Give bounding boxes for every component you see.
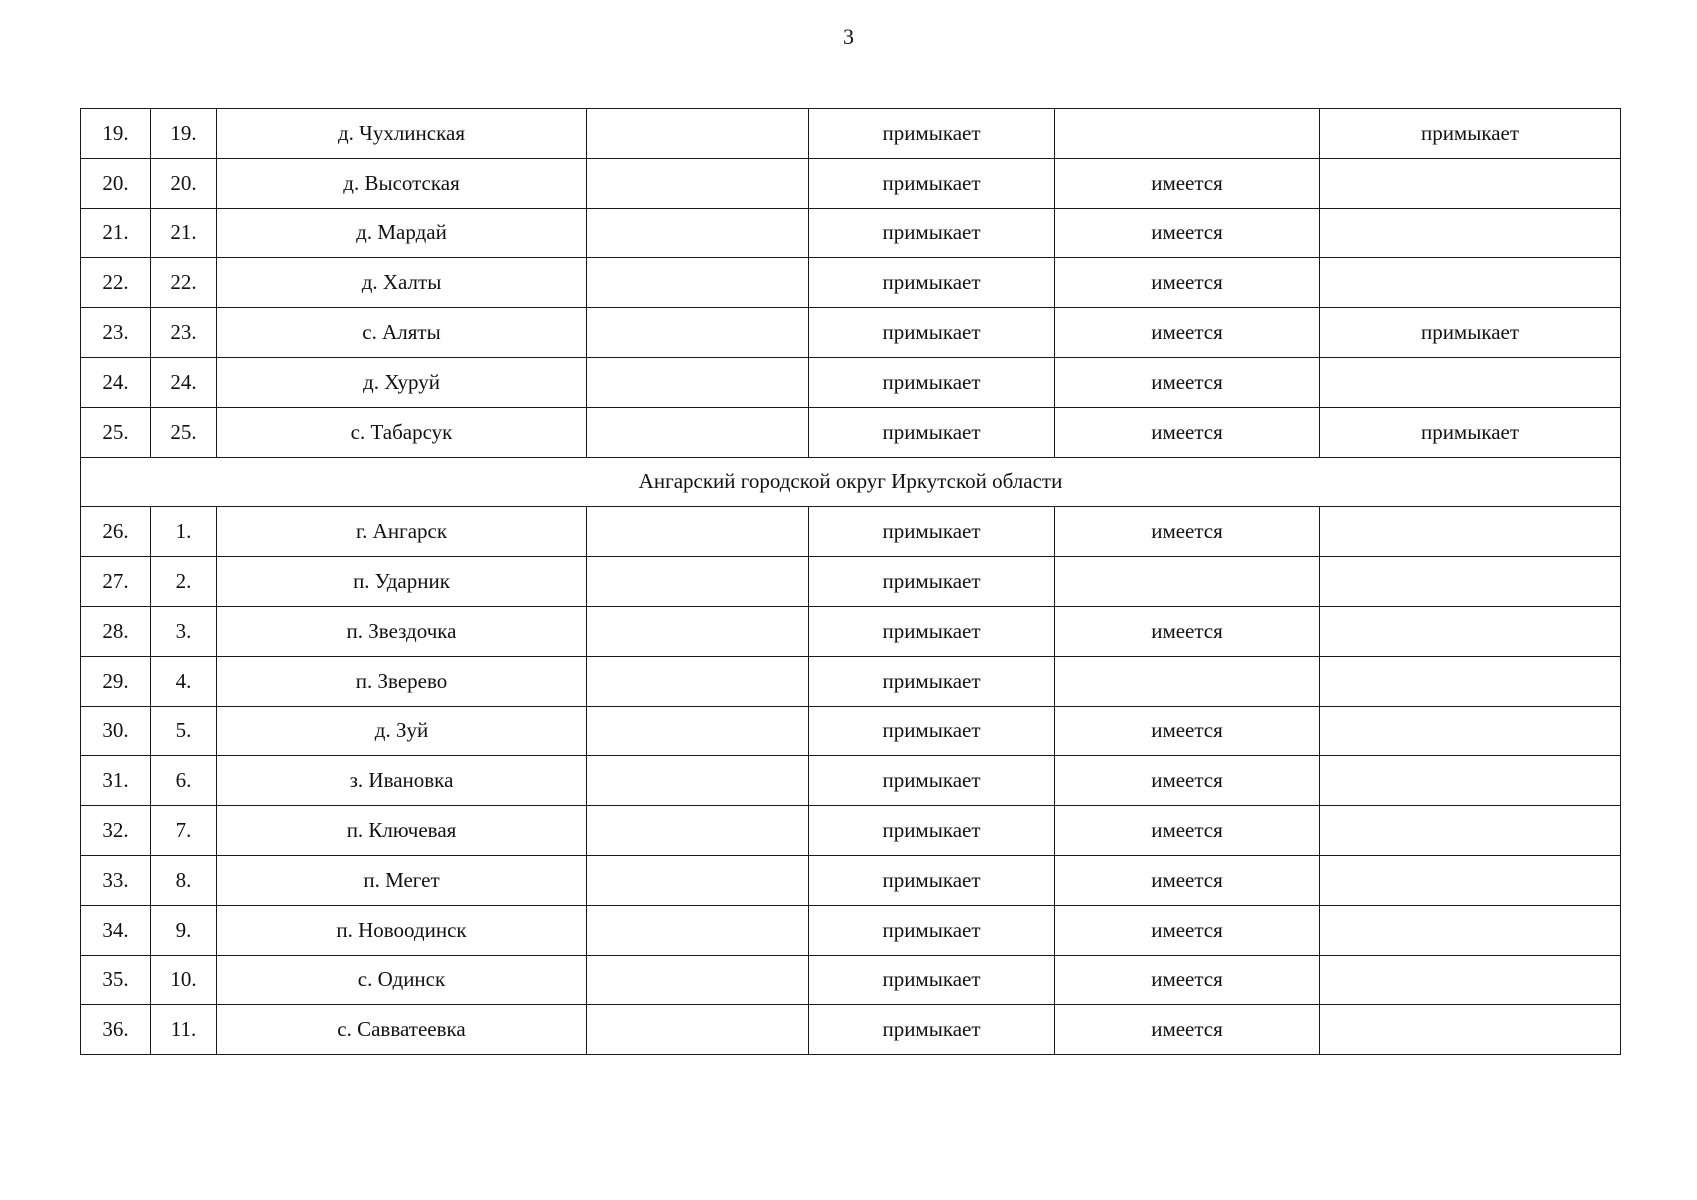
cell-row-number: 33. <box>81 855 151 905</box>
cell-column-7 <box>1320 507 1621 557</box>
cell-local-number: 20. <box>151 158 217 208</box>
cell-row-number: 29. <box>81 656 151 706</box>
table-row <box>81 706 1621 756</box>
cell-column-4 <box>587 905 809 955</box>
cell-local-number: 25. <box>151 407 217 457</box>
cell-column-7 <box>1320 656 1621 706</box>
cell-settlement-name: д. Высотская <box>217 158 587 208</box>
cell-settlement-name: д. Мардай <box>217 208 587 258</box>
cell-local-number: 10. <box>151 955 217 1005</box>
cell-settlement-name: п. Звездочка <box>217 606 587 656</box>
cell-column-7 <box>1320 855 1621 905</box>
cell-row-number: 32. <box>81 806 151 856</box>
cell-column-6: имеется <box>1055 855 1320 905</box>
table-row <box>81 557 1621 607</box>
cell-local-number: 9. <box>151 905 217 955</box>
cell-column-4 <box>587 158 809 208</box>
cell-row-number: 34. <box>81 905 151 955</box>
cell-column-5: примыкает <box>809 806 1055 856</box>
cell-column-5: примыкает <box>809 507 1055 557</box>
cell-column-5: примыкает <box>809 905 1055 955</box>
cell-column-6: имеется <box>1055 1005 1320 1055</box>
cell-column-7 <box>1320 557 1621 607</box>
cell-column-5: примыкает <box>809 606 1055 656</box>
cell-column-5: примыкает <box>809 955 1055 1005</box>
cell-settlement-name: д. Зуй <box>217 706 587 756</box>
cell-column-7 <box>1320 158 1621 208</box>
table-row <box>81 208 1621 258</box>
cell-settlement-name: с. Савватеевка <box>217 1005 587 1055</box>
cell-settlement-name: д. Хуруй <box>217 357 587 407</box>
cell-column-5: примыкает <box>809 109 1055 159</box>
table-row <box>81 109 1621 159</box>
cell-column-7 <box>1320 606 1621 656</box>
cell-row-number: 20. <box>81 158 151 208</box>
cell-column-6: имеется <box>1055 258 1320 308</box>
cell-settlement-name: д. Халты <box>217 258 587 308</box>
cell-column-4 <box>587 855 809 905</box>
table-row <box>81 1005 1621 1055</box>
cell-column-5: примыкает <box>809 357 1055 407</box>
cell-local-number: 3. <box>151 606 217 656</box>
cell-column-5: примыкает <box>809 706 1055 756</box>
table-row <box>81 756 1621 806</box>
cell-local-number: 4. <box>151 656 217 706</box>
cell-column-7 <box>1320 756 1621 806</box>
cell-row-number: 21. <box>81 208 151 258</box>
cell-local-number: 21. <box>151 208 217 258</box>
cell-column-6: имеется <box>1055 407 1320 457</box>
cell-column-5: примыкает <box>809 855 1055 905</box>
cell-column-7 <box>1320 955 1621 1005</box>
cell-settlement-name: п. Зверево <box>217 656 587 706</box>
cell-column-4 <box>587 756 809 806</box>
cell-column-7 <box>1320 806 1621 856</box>
cell-column-6: имеется <box>1055 905 1320 955</box>
section-header-row <box>81 457 1621 507</box>
cell-column-4 <box>587 208 809 258</box>
cell-column-7: примыкает <box>1320 308 1621 358</box>
table-body <box>81 109 1621 1055</box>
settlements-table <box>80 108 1621 1055</box>
table-row <box>81 855 1621 905</box>
cell-column-6 <box>1055 109 1320 159</box>
cell-column-7 <box>1320 905 1621 955</box>
cell-column-6: имеется <box>1055 507 1320 557</box>
table-row <box>81 158 1621 208</box>
cell-row-number: 28. <box>81 606 151 656</box>
cell-column-6: имеется <box>1055 158 1320 208</box>
cell-row-number: 24. <box>81 357 151 407</box>
cell-local-number: 7. <box>151 806 217 856</box>
table-row <box>81 955 1621 1005</box>
cell-column-7: примыкает <box>1320 407 1621 457</box>
cell-column-5: примыкает <box>809 258 1055 308</box>
cell-column-7 <box>1320 208 1621 258</box>
cell-local-number: 1. <box>151 507 217 557</box>
cell-row-number: 25. <box>81 407 151 457</box>
cell-column-4 <box>587 507 809 557</box>
cell-column-6: имеется <box>1055 706 1320 756</box>
cell-row-number: 27. <box>81 557 151 607</box>
page-number: 3 <box>843 24 854 49</box>
table-row <box>81 905 1621 955</box>
cell-local-number: 11. <box>151 1005 217 1055</box>
cell-row-number: 22. <box>81 258 151 308</box>
cell-column-6: имеется <box>1055 756 1320 806</box>
cell-column-4 <box>587 656 809 706</box>
cell-row-number: 31. <box>81 756 151 806</box>
section-title: Ангарский городской округ Иркутской области <box>81 457 1621 507</box>
cell-column-6: имеется <box>1055 357 1320 407</box>
cell-settlement-name: г. Ангарск <box>217 507 587 557</box>
cell-column-5: примыкает <box>809 158 1055 208</box>
cell-column-4 <box>587 806 809 856</box>
cell-column-5: примыкает <box>809 557 1055 607</box>
cell-local-number: 5. <box>151 706 217 756</box>
cell-column-5: примыкает <box>809 407 1055 457</box>
cell-row-number: 36. <box>81 1005 151 1055</box>
cell-column-4 <box>587 407 809 457</box>
table-row <box>81 308 1621 358</box>
table-row <box>81 357 1621 407</box>
cell-row-number: 35. <box>81 955 151 1005</box>
cell-settlement-name: с. Аляты <box>217 308 587 358</box>
table-row <box>81 507 1621 557</box>
cell-local-number: 19. <box>151 109 217 159</box>
cell-column-4 <box>587 1005 809 1055</box>
cell-column-4 <box>587 258 809 308</box>
table-row <box>81 656 1621 706</box>
cell-column-7 <box>1320 357 1621 407</box>
cell-column-4 <box>587 557 809 607</box>
cell-column-4 <box>587 308 809 358</box>
cell-column-7: примыкает <box>1320 109 1621 159</box>
table-row <box>81 806 1621 856</box>
cell-row-number: 19. <box>81 109 151 159</box>
cell-column-5: примыкает <box>809 208 1055 258</box>
cell-settlement-name: з. Ивановка <box>217 756 587 806</box>
cell-column-5: примыкает <box>809 756 1055 806</box>
cell-local-number: 6. <box>151 756 217 806</box>
cell-settlement-name: п. Ключевая <box>217 806 587 856</box>
cell-settlement-name: с. Одинск <box>217 955 587 1005</box>
cell-row-number: 30. <box>81 706 151 756</box>
cell-column-4 <box>587 357 809 407</box>
cell-local-number: 2. <box>151 557 217 607</box>
cell-column-4 <box>587 606 809 656</box>
cell-column-5: примыкает <box>809 308 1055 358</box>
cell-column-4 <box>587 109 809 159</box>
cell-settlement-name: п. Мегет <box>217 855 587 905</box>
cell-column-6: имеется <box>1055 806 1320 856</box>
cell-local-number: 22. <box>151 258 217 308</box>
cell-column-6: имеется <box>1055 955 1320 1005</box>
cell-column-4 <box>587 955 809 1005</box>
cell-row-number: 26. <box>81 507 151 557</box>
cell-local-number: 23. <box>151 308 217 358</box>
cell-column-7 <box>1320 706 1621 756</box>
cell-column-6 <box>1055 656 1320 706</box>
table-row <box>81 258 1621 308</box>
table-row <box>81 606 1621 656</box>
cell-settlement-name: п. Новоодинск <box>217 905 587 955</box>
cell-column-6: имеется <box>1055 208 1320 258</box>
cell-column-5: примыкает <box>809 1005 1055 1055</box>
cell-settlement-name: п. Ударник <box>217 557 587 607</box>
cell-column-6 <box>1055 557 1320 607</box>
cell-settlement-name: д. Чухлинская <box>217 109 587 159</box>
cell-column-6: имеется <box>1055 308 1320 358</box>
cell-column-7 <box>1320 1005 1621 1055</box>
cell-column-6: имеется <box>1055 606 1320 656</box>
cell-column-7 <box>1320 258 1621 308</box>
cell-local-number: 8. <box>151 855 217 905</box>
cell-column-4 <box>587 706 809 756</box>
cell-column-5: примыкает <box>809 656 1055 706</box>
cell-settlement-name: с. Табарсук <box>217 407 587 457</box>
table-row <box>81 407 1621 457</box>
cell-local-number: 24. <box>151 357 217 407</box>
cell-row-number: 23. <box>81 308 151 358</box>
